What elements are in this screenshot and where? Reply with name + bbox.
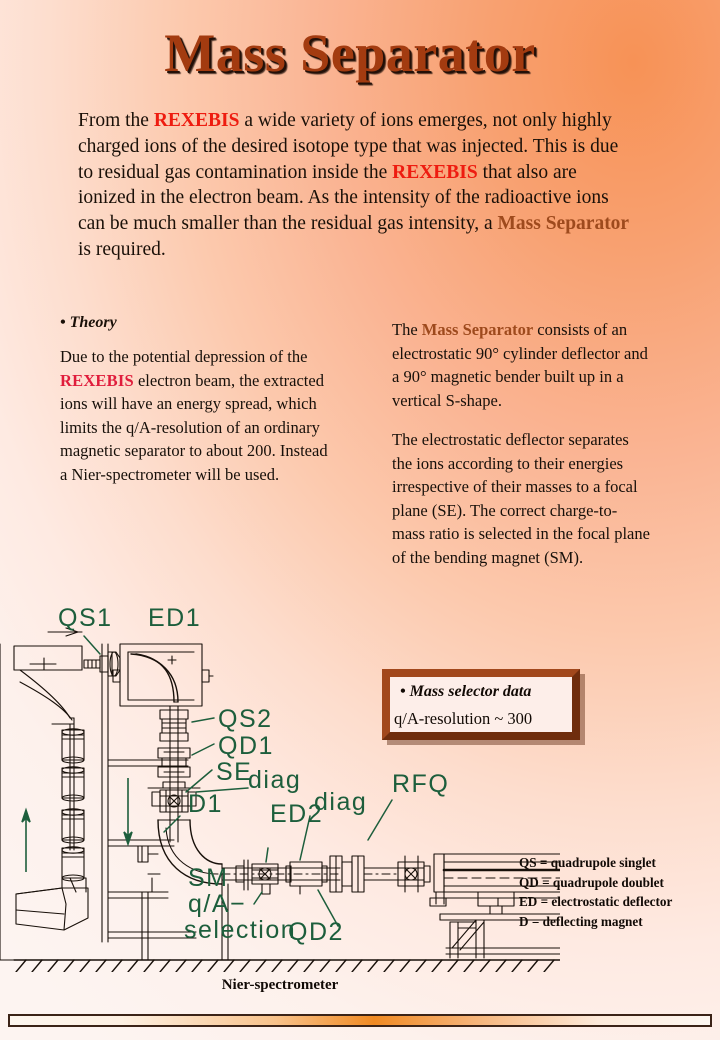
drawing-label-qs2: QS2: [218, 705, 273, 733]
mass-selector-title: • Mass selector data: [400, 683, 532, 700]
drawing-label-selection: selection: [184, 916, 297, 944]
drawing-label-rfq: RFQ: [392, 770, 450, 798]
description-column: [392, 318, 650, 569]
intro-text-4: is required.: [78, 238, 166, 260]
legend-line-d: D = deflecting magnet: [519, 913, 643, 929]
intro-text-2: a wide variety of ions emerges, not only highly charged ions of the desired isotope type that was injected. This is due to residual gas contamination inside the: [78, 110, 619, 183]
drawing-label-qs1: QS1: [58, 604, 113, 632]
drawing-label-qa: q/A−: [188, 890, 247, 918]
theory-keyword-rexebis: REXEBIS: [60, 370, 134, 390]
theory-text-1: Due to the potential depression of the: [60, 347, 308, 366]
drawing-label-diag-2: diag: [314, 788, 368, 816]
intro-text-3: that also are ionized in the electron beam. As the intensity of the radioactive ions can be much smaller than the residual gas intensity, a: [78, 161, 609, 235]
decorative-bottom-bar: [8, 1014, 712, 1027]
drawing-label-ed1: ED1: [148, 604, 202, 632]
theory-text-2: electron beam, the extracted ions will have an energy spread, which limits the q/A-resolution of an ordinary magnetic separator to about 200. Instead a Nier-spectrometer will be used.: [60, 370, 328, 484]
legend-line-qs: QS = quadrupole singlet: [519, 855, 656, 870]
drawing-label-qd2: QD2: [288, 918, 344, 946]
drawing-label-diag-1: diag: [248, 766, 302, 794]
intro-paragraph: [78, 108, 638, 263]
theory-column: [60, 314, 328, 486]
drawing-label-ed2: ED2: [270, 800, 324, 828]
mass-selector-value: q/A-resolution ~ 300: [394, 709, 533, 728]
intro-keyword-mass-separator: Mass Separator: [497, 213, 630, 235]
intro-keyword-rexebis-1: REXEBIS: [153, 110, 240, 131]
drawing-caption: Nier-spectrometer: [221, 977, 339, 993]
theory-heading: • Theory: [60, 314, 117, 331]
legend-line-qd: QD = quadrupole doublet: [519, 874, 664, 890]
legend-line-ed: ED = electrostatic deflector: [519, 894, 673, 910]
description-text-1: The: [392, 320, 422, 339]
drawing-label-se: SE: [216, 758, 253, 786]
description-keyword-mass-separator: Mass Separator: [421, 320, 534, 339]
nier-spectrometer-drawing: [0, 592, 560, 972]
page-title: Mass Separator: [164, 23, 536, 83]
theory-body: [60, 345, 328, 486]
description-text-2: consists of an electrostatic 90° cylinder deflector and a 90° magnetic bender built up in a vertical S-shape.: [392, 320, 648, 410]
intro-keyword-rexebis-2: REXEBIS: [392, 161, 478, 183]
description-paragraph-2: The electrostatic deflector separates the ions according to their energies irrespective of their masses to a focal plane (SE). The correct charge-to-mass ratio is selected in the focal plane of the bending magnet (SM).: [392, 430, 650, 567]
drawing-label-qd1: QD1: [218, 732, 274, 760]
intro-text-1: From the: [78, 110, 154, 131]
drawing-label-d1: D1: [188, 790, 223, 818]
description-paragraph-1: [392, 318, 650, 412]
drawing-label-sm: SM: [188, 864, 229, 892]
